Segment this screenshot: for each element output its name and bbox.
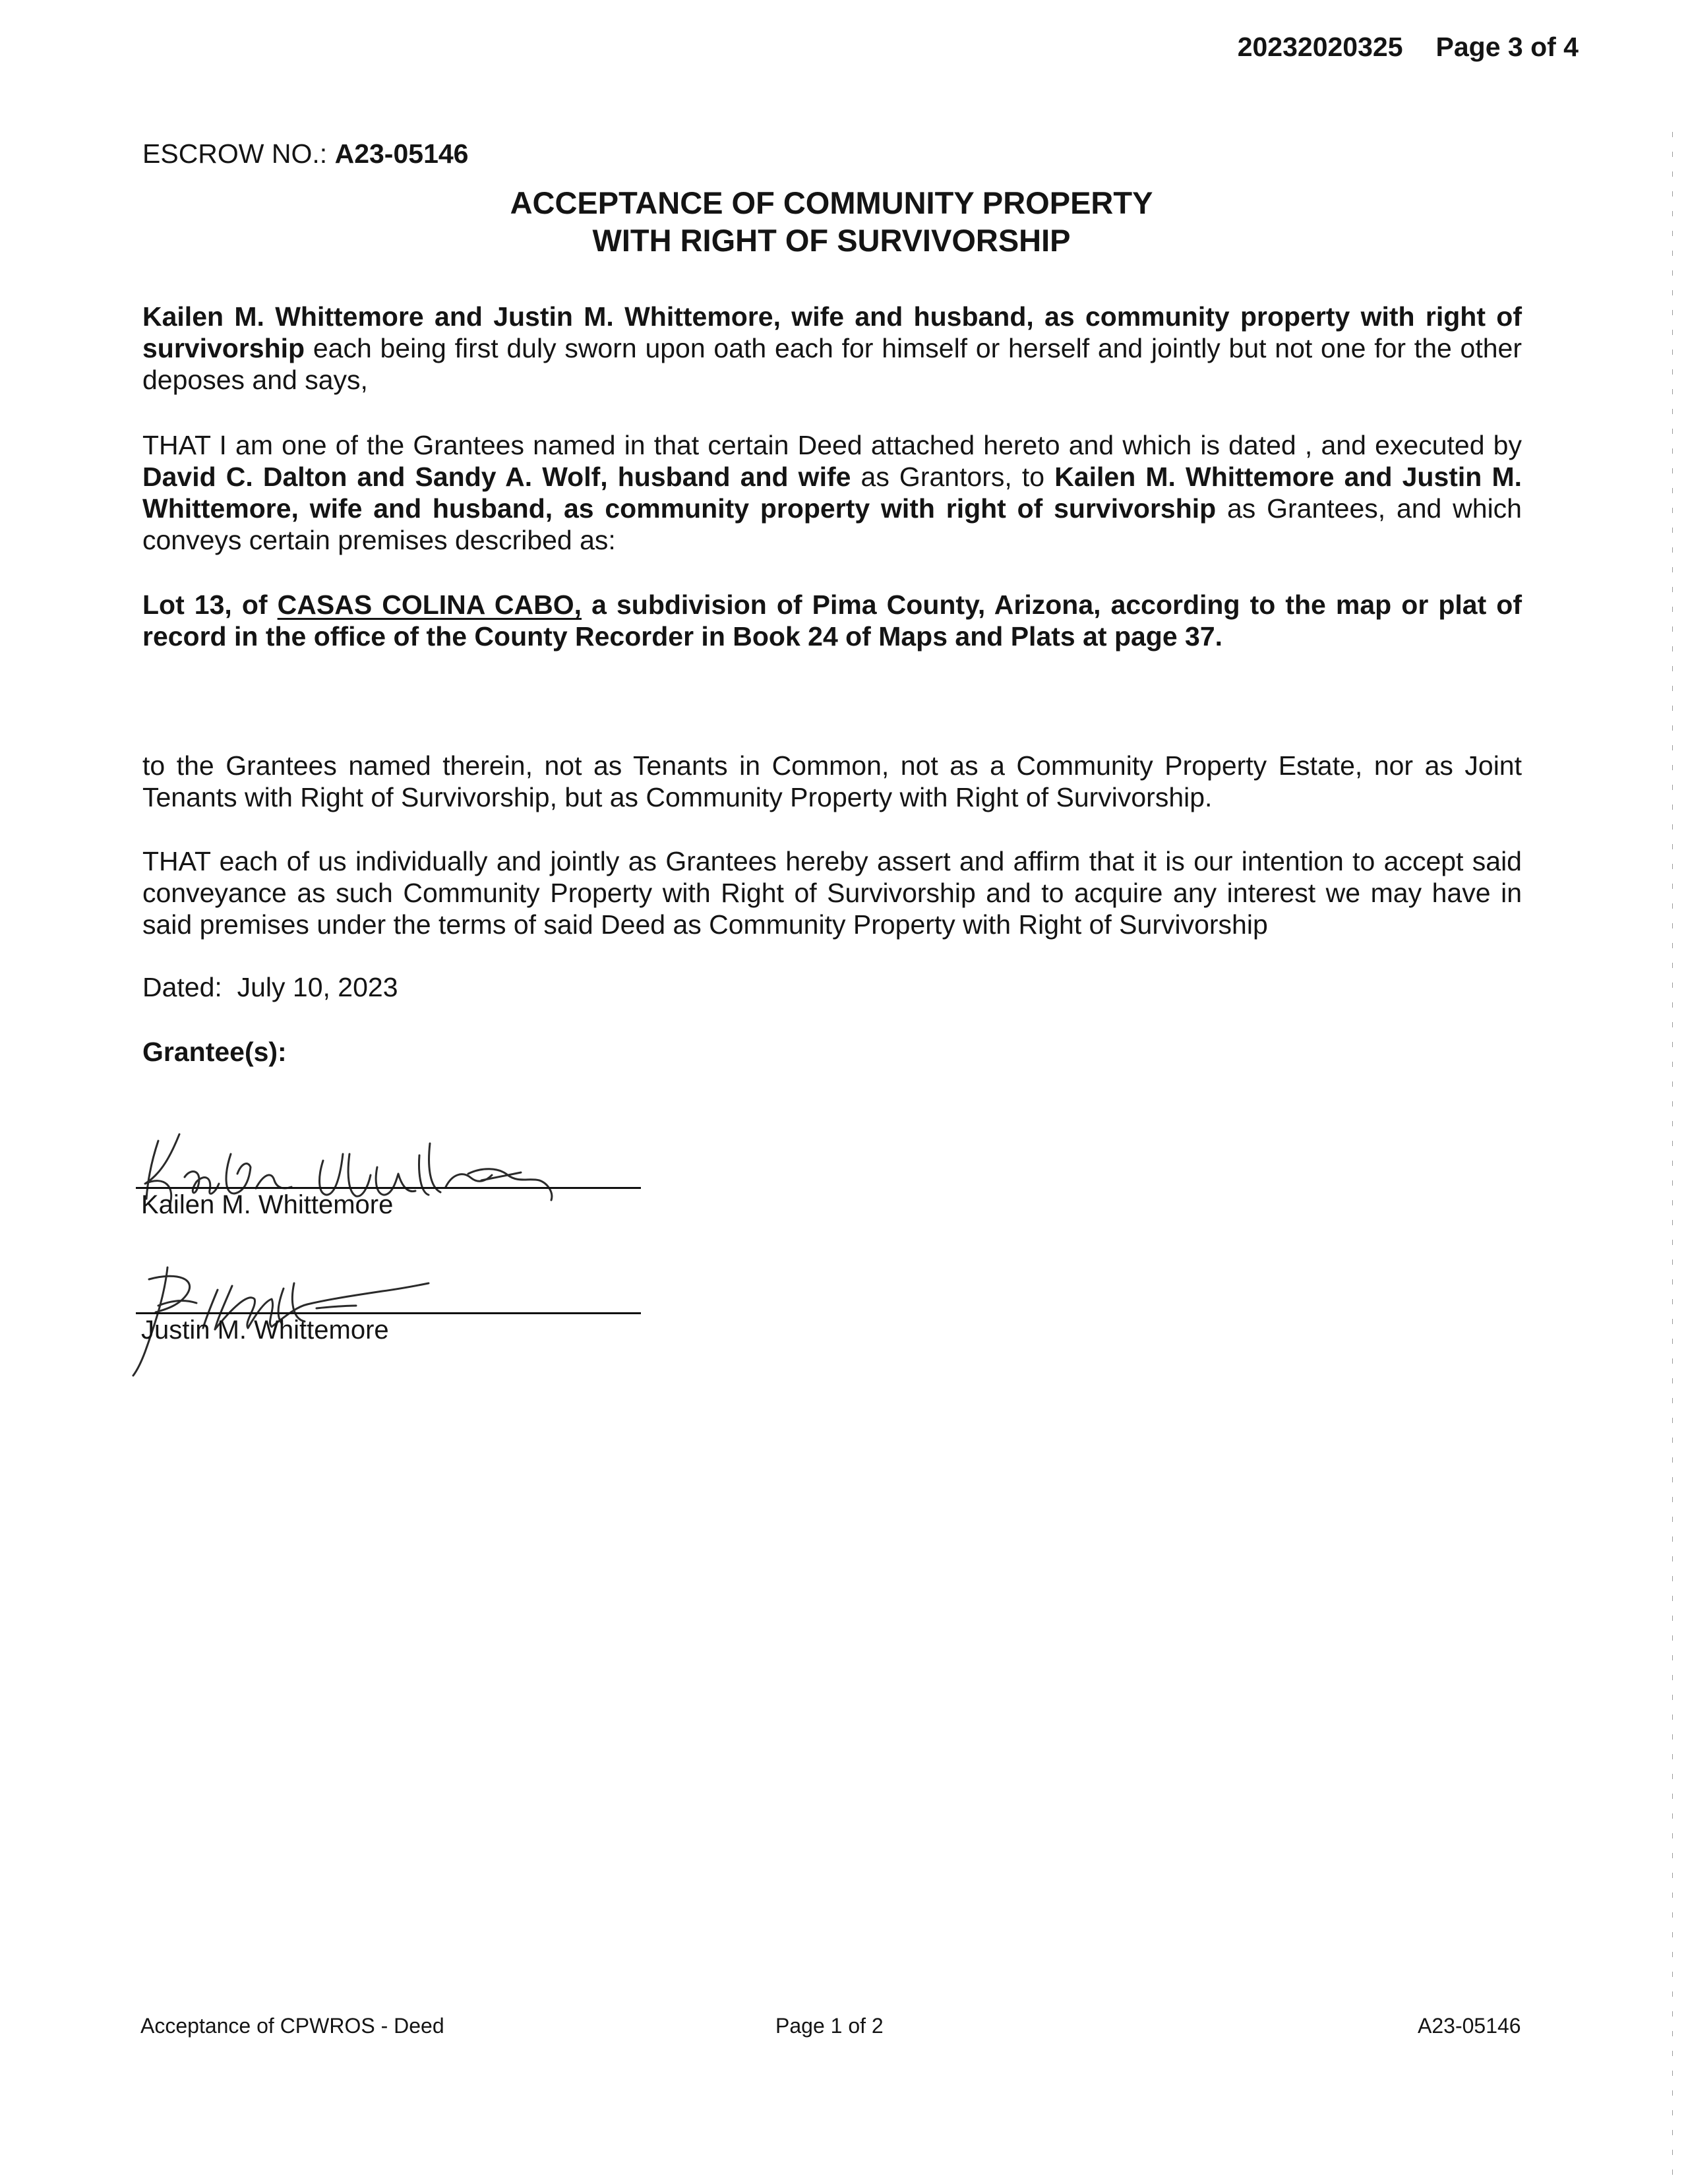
deed-paragraph bbox=[142, 429, 1522, 556]
title-line-1: ACCEPTANCE OF COMMUNITY PROPERTY bbox=[510, 185, 1153, 220]
deed-line-3-text: as Grantees, and which bbox=[1216, 493, 1522, 524]
affiant-line-2-bold: survivorship bbox=[142, 333, 305, 363]
legal-lot: Lot 13, of bbox=[142, 590, 278, 620]
document-title bbox=[142, 184, 1521, 259]
deed-line-2-text: as Grantors, to bbox=[851, 462, 1055, 492]
dated-label: Dated: bbox=[142, 972, 222, 1002]
kailen-signature-line bbox=[136, 1187, 641, 1189]
scan-edge-marks bbox=[1672, 132, 1673, 2176]
tenancy-line-2: Tenants with Right of Survivorship, but as Community Property with Right of Survivorship. bbox=[142, 782, 1213, 812]
tenancy-line-1: to the Grantees named therein, not as Tenants in Common, not as a Community Property Estate, nor as Joint bbox=[142, 750, 1522, 781]
escrow-label: ESCROW NO.: bbox=[142, 138, 328, 169]
grantees-names-part-1: Kailen M. Whittemore and Justin M. bbox=[1054, 462, 1522, 492]
affirmation-line-1: THAT each of us individually and jointly as Grantees hereby assert and affirm that it is our intention to accept said bbox=[142, 846, 1522, 876]
affirmation-paragraph bbox=[142, 845, 1522, 940]
affiant-paragraph bbox=[142, 301, 1522, 396]
footer-document-name: Acceptance of CPWROS - Deed bbox=[140, 2014, 444, 2038]
recording-number: 20232020325 bbox=[1237, 32, 1403, 62]
dated-date: July 10, 2023 bbox=[237, 972, 398, 1002]
affiant-line-2-text: each being first duly sworn upon oath each for himself or herself and jointly but not one for the other bbox=[305, 333, 1522, 363]
kailen-printed-name: Kailen M. Whittemore bbox=[141, 1190, 394, 1219]
legal-line-1-text: a subdivision of Pima County, Arizona, according to the map or plat of bbox=[582, 590, 1522, 620]
deed-line-2 bbox=[142, 461, 1522, 493]
deed-line-1: THAT I am one of the Grantees named in that certain Deed attached hereto and which is dated , and executed by bbox=[142, 430, 1522, 460]
affiant-line-3: deposes and says, bbox=[142, 365, 368, 395]
deed-line-4: conveys certain premises described as: bbox=[142, 525, 616, 555]
footer-page-number: Page 1 of 2 bbox=[775, 2014, 884, 2038]
recording-header bbox=[1238, 32, 1579, 63]
legal-line-1 bbox=[142, 589, 1522, 621]
legal-description bbox=[142, 589, 1522, 652]
affiant-line-2 bbox=[142, 332, 1522, 364]
grantees-names-part-2: Whittemore, wife and husband, as community property with right of survivorship bbox=[142, 493, 1217, 524]
justin-printed-name: Justin M. Whittemore bbox=[141, 1316, 389, 1345]
tenancy-paragraph bbox=[142, 750, 1522, 813]
grantors-names: David C. Dalton and Sandy A. Wolf, husband and wife bbox=[142, 462, 851, 492]
subdivision-name: CASAS COLINA CABO, bbox=[277, 590, 582, 620]
deed-line-3 bbox=[142, 493, 1522, 524]
justin-signature-line bbox=[136, 1312, 641, 1314]
affiant-line-1: Kailen M. Whittemore and Justin M. Whittemore, wife and husband, as community property with right of bbox=[142, 301, 1522, 332]
escrow-number: A23-05146 bbox=[334, 138, 469, 169]
grantees-label: Grantee(s): bbox=[142, 1037, 287, 1067]
affirmation-line-2: conveyance as such Community Property with Right of Survivorship and to acquire any interest we may have in bbox=[142, 878, 1522, 908]
escrow-line bbox=[142, 138, 468, 169]
footer-escrow-number: A23-05146 bbox=[1418, 2014, 1521, 2038]
affirmation-line-3: said premises under the terms of said Deed as Community Property with Right of Survivorship bbox=[142, 909, 1268, 940]
recording-page-number: Page 3 of 4 bbox=[1435, 32, 1579, 62]
legal-line-2: record in the office of the County Recorder in Book 24 of Maps and Plats at page 37. bbox=[142, 621, 1223, 652]
title-line-2: WITH RIGHT OF SURVIVORSHIP bbox=[592, 223, 1071, 258]
dated-line bbox=[142, 972, 398, 1003]
